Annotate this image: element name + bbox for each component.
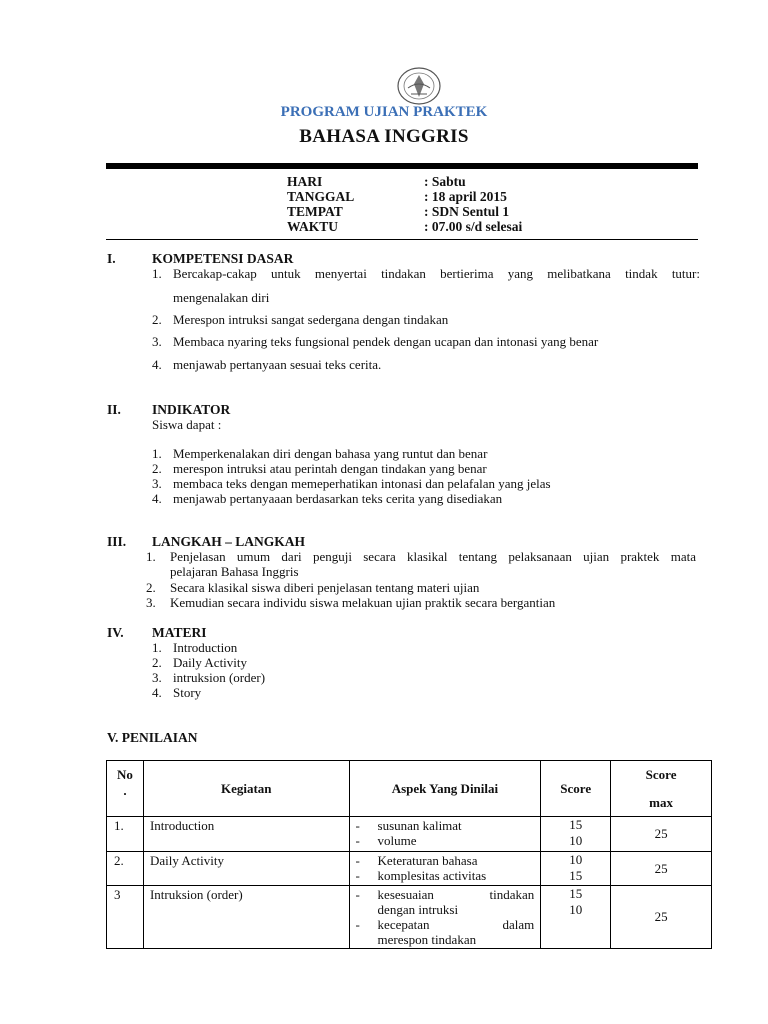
aspek-item: - komplesitas activitas [355, 868, 487, 883]
tut-wuri-handayani-logo [396, 66, 442, 106]
info-label: HARI [287, 174, 323, 189]
aspek-item-continuation: merespon tindakan [377, 932, 477, 947]
aspek-item: - Keteraturan bahasa [355, 853, 478, 868]
list-text: Merespon intruksi sangat sedergana dengan tindakan [173, 312, 449, 327]
table-row [107, 852, 712, 886]
row-aspek [349, 886, 541, 949]
list-number: 4. [152, 491, 162, 506]
section-3-title: LANGKAH – LANGKAH [152, 534, 306, 549]
row-no: 3 [107, 886, 144, 949]
info-row-tanggal [287, 189, 687, 204]
info-label: TEMPAT [287, 204, 343, 219]
row-kegiatan: Introduction [143, 817, 349, 852]
row-no: 2. [107, 852, 144, 886]
list-text: membaca teks dengan memeperhatikan intonasi dan pelafalan yang jelas [173, 476, 551, 491]
score-value: 15 [569, 868, 583, 883]
score-value: 10 [569, 852, 583, 867]
penilaian-table [106, 760, 712, 949]
program-title: PROGRAM UJIAN PRAKTEK [280, 104, 488, 120]
header-divider-thick [106, 163, 698, 169]
list-text: Penjelasan umum dari penguji secara klasikal tentang pelaksanaan ujian praktek mata [170, 549, 696, 564]
section-1-title: KOMPETENSI DASAR [152, 251, 294, 266]
list-number: 1. [152, 266, 162, 281]
list-number: 3. [152, 476, 162, 491]
section-4-title: MATERI [152, 625, 207, 640]
info-label: TANGGAL [287, 189, 355, 204]
list-text: Story [173, 685, 202, 700]
list-number: 2. [152, 461, 162, 476]
aspek-item: - volume [355, 833, 417, 848]
aspek-item: - kecepatan dalam [355, 917, 535, 932]
info-row-hari [287, 174, 687, 189]
row-no: 1. [107, 817, 144, 852]
aspek-item-continuation: dengan intruksi [377, 902, 459, 917]
score-value: 15 [569, 817, 583, 832]
aspek-item: - kesesuaian tindakan [355, 887, 535, 902]
info-value: : 18 april 2015 [424, 189, 507, 204]
table-row [107, 817, 712, 852]
list-text: intruksion (order) [173, 670, 266, 685]
aspek-text: susunan kalimat [377, 818, 462, 833]
info-divider-thin [106, 239, 698, 240]
header-no-line1: No [117, 767, 133, 782]
list-number: 2. [152, 312, 162, 327]
score-value: 10 [569, 902, 583, 917]
table-header-row [107, 761, 712, 817]
aspek-text: komplesitas activitas [377, 868, 487, 883]
row-max: 25 [611, 852, 712, 886]
info-value: : Sabtu [424, 174, 466, 189]
row-score [541, 852, 611, 886]
section-2-title: INDIKATOR [152, 402, 231, 417]
header-max-line1: Score [645, 766, 677, 782]
list-item-continuation: mengenalakan diri [173, 290, 270, 305]
list-text: menjawab pertanyaaan berdasarkan teks cerita yang disediakan [173, 491, 503, 506]
list-number: 1. [152, 446, 162, 461]
info-label: WAKTU [287, 219, 339, 234]
list-item-continuation: pelajaran Bahasa Inggris [170, 564, 299, 579]
section-1-number: I. [107, 251, 116, 266]
info-row-waktu [287, 219, 687, 234]
table-row [107, 886, 712, 949]
subject-title: BAHASA INGGRIS [299, 126, 469, 147]
info-value: : SDN Sentul 1 [424, 204, 510, 219]
list-number: 2. [152, 655, 162, 670]
section-5-title: V. PENILAIAN [107, 730, 198, 745]
list-text: Bercakap-cakap untuk menyertai tindakan bertierima yang melibatkana tindak tutur: [173, 266, 700, 281]
list-number: 3. [146, 595, 156, 610]
header-kegiatan: Kegiatan [143, 761, 349, 817]
row-aspek [349, 852, 541, 886]
header-aspek: Aspek Yang Dinilai [349, 761, 541, 817]
list-text: Kemudian secara individu siswa melakuan ujian praktik secara bergantian [170, 595, 556, 610]
list-number: 4. [152, 685, 162, 700]
list-number: 1. [152, 640, 162, 655]
row-score [541, 886, 611, 949]
section-4-number: IV. [107, 625, 124, 640]
section-2-number: II. [107, 402, 121, 417]
list-number: 1. [146, 549, 156, 564]
row-aspek [349, 817, 541, 852]
aspek-text: volume [377, 833, 417, 848]
list-number: 3. [152, 334, 162, 349]
aspek-text: Keteraturan bahasa [377, 853, 478, 868]
header-score-max [611, 761, 712, 817]
row-score [541, 817, 611, 852]
aspek-item: - susunan kalimat [355, 818, 462, 833]
list-item [152, 266, 700, 282]
row-kegiatan: Daily Activity [143, 852, 349, 886]
row-kegiatan: Intruksion (order) [143, 886, 349, 949]
list-number: 4. [152, 357, 162, 372]
row-max: 25 [611, 817, 712, 852]
list-text: menjawab pertanyaan sesuai teks cerita. [173, 357, 382, 372]
list-text: Daily Activity [173, 655, 248, 670]
score-value: 10 [569, 833, 583, 848]
list-number: 3. [152, 670, 162, 685]
list-text: Introduction [173, 640, 238, 655]
row-max: 25 [611, 886, 712, 949]
info-value: : 07.00 s/d selesai [424, 219, 523, 234]
aspek-text: kecepatan dalam [377, 917, 535, 932]
list-number: 2. [146, 580, 156, 595]
section-2-intro: Siswa dapat : [152, 417, 222, 432]
info-row-tempat [287, 204, 687, 219]
list-text: Secara klasikal siswa diberi penjelasan tentang materi ujian [170, 580, 480, 595]
list-text: Memperkenalakan diri dengan bahasa yang runtut dan benar [173, 446, 488, 461]
header-no-line2: . [123, 783, 127, 798]
aspek-text: kesesuaian tindakan [377, 887, 535, 902]
list-text: merespon intruksi atau perintah dengan tindakan yang benar [173, 461, 487, 476]
header-score: Score [541, 761, 611, 817]
header-max-line2: max [649, 794, 673, 810]
section-3-number: III. [107, 534, 127, 549]
list-item [146, 549, 696, 565]
list-text: Membaca nyaring teks fungsional pendek dengan ucapan dan intonasi yang benar [173, 334, 599, 349]
score-value: 15 [569, 886, 583, 901]
header-no [107, 761, 144, 817]
